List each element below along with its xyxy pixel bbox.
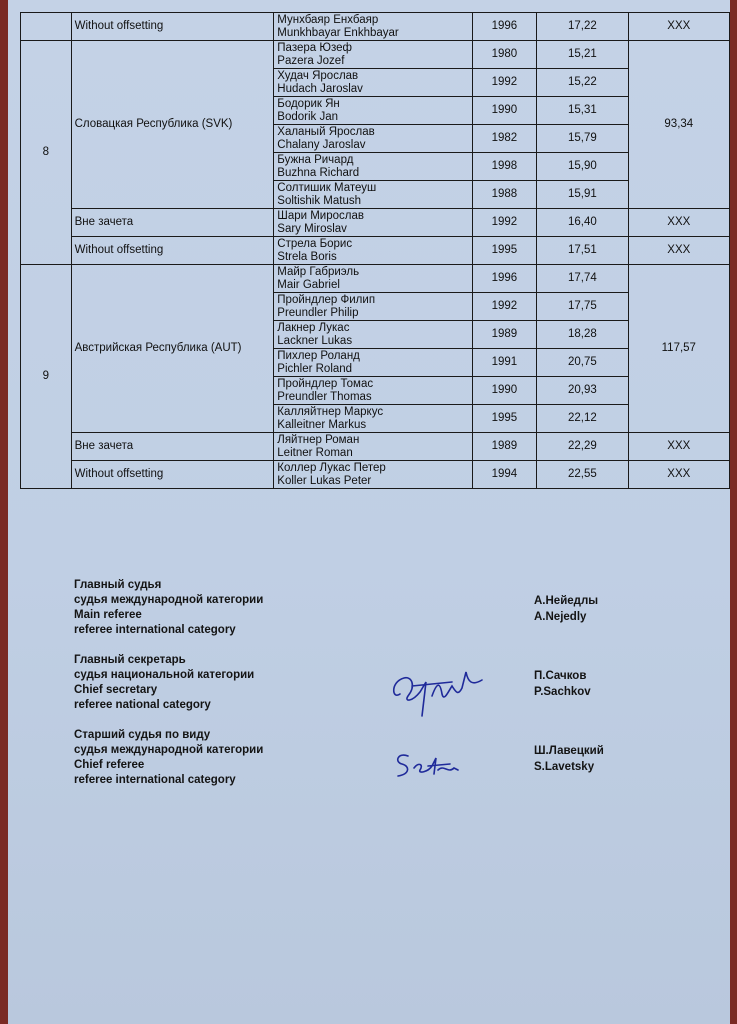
offset-label: Вне зачета bbox=[71, 433, 274, 461]
birth-year: 1989 bbox=[472, 321, 537, 349]
athlete-name-ru: Мунхбаяр Енхбаяр bbox=[277, 13, 379, 26]
birth-year: 1991 bbox=[472, 349, 537, 377]
official-title-line: referee international category bbox=[74, 624, 236, 636]
athlete-name-en: Bodorik Jan bbox=[277, 110, 339, 123]
result-time: 17,22 bbox=[537, 13, 628, 41]
athlete-name-cell bbox=[274, 153, 472, 181]
team-total: 117,57 bbox=[628, 265, 729, 433]
birth-year: 1992 bbox=[472, 69, 537, 97]
official-title-line: referee international category bbox=[74, 774, 236, 786]
official-name-ru: П.Сачков bbox=[534, 670, 587, 682]
athlete-name-cell bbox=[274, 69, 472, 97]
official-title-line: Главный судья bbox=[74, 579, 162, 591]
athlete-name-en: Buzhna Richard bbox=[277, 166, 360, 179]
team-total: XXX bbox=[628, 433, 729, 461]
results-table bbox=[20, 12, 730, 489]
birth-year: 1996 bbox=[472, 13, 537, 41]
athlete-name-ru: Коллер Лукас Петер bbox=[277, 461, 386, 474]
athlete-name-ru: Пройндлер Филип bbox=[277, 293, 376, 306]
table-row bbox=[21, 237, 730, 265]
athlete-name-en: Soltishik Matush bbox=[277, 194, 362, 207]
athlete-name-ru: Калляйтнер Маркус bbox=[277, 405, 384, 418]
result-time: 17,51 bbox=[537, 237, 628, 265]
result-time: 15,22 bbox=[537, 69, 628, 97]
birth-year: 1988 bbox=[472, 181, 537, 209]
athlete-name-cell bbox=[274, 181, 472, 209]
birth-year: 1990 bbox=[472, 377, 537, 405]
athlete-name-en: Kalleitner Markus bbox=[277, 418, 367, 431]
official-title-block bbox=[74, 728, 263, 788]
birth-year: 1995 bbox=[472, 405, 537, 433]
athlete-name-cell bbox=[274, 321, 472, 349]
athlete-name-ru: Шари Мирослав bbox=[277, 209, 364, 222]
official-name-en: S.Lavetsky bbox=[534, 761, 595, 773]
team-number-cell bbox=[21, 13, 72, 41]
official-name-en: P.Sachkov bbox=[534, 686, 591, 698]
table-row bbox=[21, 265, 730, 293]
athlete-name-cell bbox=[274, 293, 472, 321]
team-country: Австрийская Республика (AUT) bbox=[71, 265, 274, 433]
athlete-name-cell bbox=[274, 97, 472, 125]
official-title-block bbox=[74, 578, 263, 638]
team-total: XXX bbox=[628, 237, 729, 265]
team-total: XXX bbox=[628, 461, 729, 489]
result-time: 16,40 bbox=[537, 209, 628, 237]
athlete-name-cell bbox=[274, 13, 472, 41]
birth-year: 1992 bbox=[472, 209, 537, 237]
official-name-ru: А.Нейедлы bbox=[534, 595, 599, 607]
birth-year: 1980 bbox=[472, 41, 537, 69]
team-total: 93,34 bbox=[628, 41, 729, 209]
athlete-name-ru: Стрела Борис bbox=[277, 237, 353, 250]
athlete-name-cell bbox=[274, 405, 472, 433]
athlete-name-cell bbox=[274, 433, 472, 461]
table-row bbox=[21, 209, 730, 237]
athlete-name-en: Lackner Lukas bbox=[277, 334, 353, 347]
athlete-name-cell bbox=[274, 349, 472, 377]
birth-year: 1994 bbox=[472, 461, 537, 489]
official-name-en: A.Nejedly bbox=[534, 611, 587, 623]
official-name-ru: Ш.Лавецкий bbox=[534, 745, 604, 757]
athlete-name-ru: Майр Габриэль bbox=[277, 265, 360, 278]
official-title-line: судья международной категории bbox=[74, 594, 264, 606]
athlete-name-en: Mair Gabriel bbox=[277, 278, 340, 291]
athlete-name-ru: Пихлер Роланд bbox=[277, 349, 360, 362]
athlete-name-cell bbox=[274, 265, 472, 293]
result-time: 15,91 bbox=[537, 181, 628, 209]
athlete-name-cell bbox=[274, 209, 472, 237]
official-title-line: Главный секретарь bbox=[74, 654, 186, 666]
athlete-name-ru: Халаный Ярослав bbox=[277, 125, 375, 138]
document-page bbox=[8, 0, 730, 1024]
signature-sachkov bbox=[382, 652, 492, 722]
result-time: 22,29 bbox=[537, 433, 628, 461]
official-title-line: судья национальной категории bbox=[74, 669, 255, 681]
athlete-name-ru: Пройндлер Томас bbox=[277, 377, 374, 390]
birth-year: 1989 bbox=[472, 433, 537, 461]
official-title-line: Chief secretary bbox=[74, 684, 158, 696]
result-time: 22,12 bbox=[537, 405, 628, 433]
team-number: 9 bbox=[21, 265, 72, 489]
offset-label: Without offsetting bbox=[71, 13, 274, 41]
athlete-name-ru: Лакнер Лукас bbox=[277, 321, 350, 334]
result-time: 15,79 bbox=[537, 125, 628, 153]
official-title-block bbox=[74, 653, 254, 713]
result-time: 15,31 bbox=[537, 97, 628, 125]
table-row bbox=[21, 41, 730, 69]
result-time: 15,21 bbox=[537, 41, 628, 69]
result-time: 17,74 bbox=[537, 265, 628, 293]
birth-year: 1998 bbox=[472, 153, 537, 181]
team-number: 8 bbox=[21, 41, 72, 265]
team-country: Словацкая Республика (SVK) bbox=[71, 41, 274, 209]
official-name bbox=[534, 668, 591, 700]
official-title-line: referee national category bbox=[74, 699, 211, 711]
athlete-name-en: Pazera Jozef bbox=[277, 54, 345, 67]
athlete-name-cell bbox=[274, 41, 472, 69]
athlete-name-ru: Пазера Юзеф bbox=[277, 41, 352, 54]
table-row bbox=[21, 433, 730, 461]
official-title-line: Main referee bbox=[74, 609, 142, 621]
athlete-name-en: Chalany Jaroslav bbox=[277, 138, 366, 151]
birth-year: 1996 bbox=[472, 265, 537, 293]
athlete-name-cell bbox=[274, 237, 472, 265]
athlete-name-ru: Бужна Ричард bbox=[277, 153, 354, 166]
signature-lavetsky bbox=[388, 744, 478, 784]
team-total: XXX bbox=[628, 13, 729, 41]
offset-label: Without offsetting bbox=[71, 237, 274, 265]
offset-label: Вне зачета bbox=[71, 209, 274, 237]
athlete-name-en: Strela Boris bbox=[277, 250, 337, 263]
athlete-name-ru: Худач Ярослав bbox=[277, 69, 359, 82]
official-title-line: Старший судья по виду bbox=[74, 729, 211, 741]
offset-label: Without offsetting bbox=[71, 461, 274, 489]
official-title-line: судья международной категории bbox=[74, 744, 264, 756]
birth-year: 1982 bbox=[472, 125, 537, 153]
athlete-name-ru: Ляйтнер Роман bbox=[277, 433, 360, 446]
result-time: 18,28 bbox=[537, 321, 628, 349]
athlete-name-cell bbox=[274, 461, 472, 489]
result-time: 20,75 bbox=[537, 349, 628, 377]
athlete-name-cell bbox=[274, 125, 472, 153]
athlete-name-ru: Солтишик Матеуш bbox=[277, 181, 377, 194]
athlete-name-en: Koller Lukas Peter bbox=[277, 474, 372, 487]
result-time: 20,93 bbox=[537, 377, 628, 405]
athlete-name-cell bbox=[274, 377, 472, 405]
result-time: 17,75 bbox=[537, 293, 628, 321]
birth-year: 1992 bbox=[472, 293, 537, 321]
team-total: XXX bbox=[628, 209, 729, 237]
table-row bbox=[21, 461, 730, 489]
athlete-name-en: Pichler Roland bbox=[277, 362, 353, 375]
athlete-name-en: Munkhbayar Enkhbayar bbox=[277, 26, 399, 39]
athlete-name-en: Sary Miroslav bbox=[277, 222, 347, 235]
official-name bbox=[534, 593, 598, 625]
birth-year: 1990 bbox=[472, 97, 537, 125]
athlete-name-en: Hudach Jaroslav bbox=[277, 82, 363, 95]
result-time: 15,90 bbox=[537, 153, 628, 181]
athlete-name-ru: Бодорик Ян bbox=[277, 97, 340, 110]
official-title-line: Chief referee bbox=[74, 759, 145, 771]
athlete-name-en: Preundler Thomas bbox=[277, 390, 372, 403]
official-name bbox=[534, 743, 604, 775]
athlete-name-en: Leitner Roman bbox=[277, 446, 353, 459]
athlete-name-en: Preundler Philip bbox=[277, 306, 359, 319]
table-row bbox=[21, 13, 730, 41]
birth-year: 1995 bbox=[472, 237, 537, 265]
result-time: 22,55 bbox=[537, 461, 628, 489]
